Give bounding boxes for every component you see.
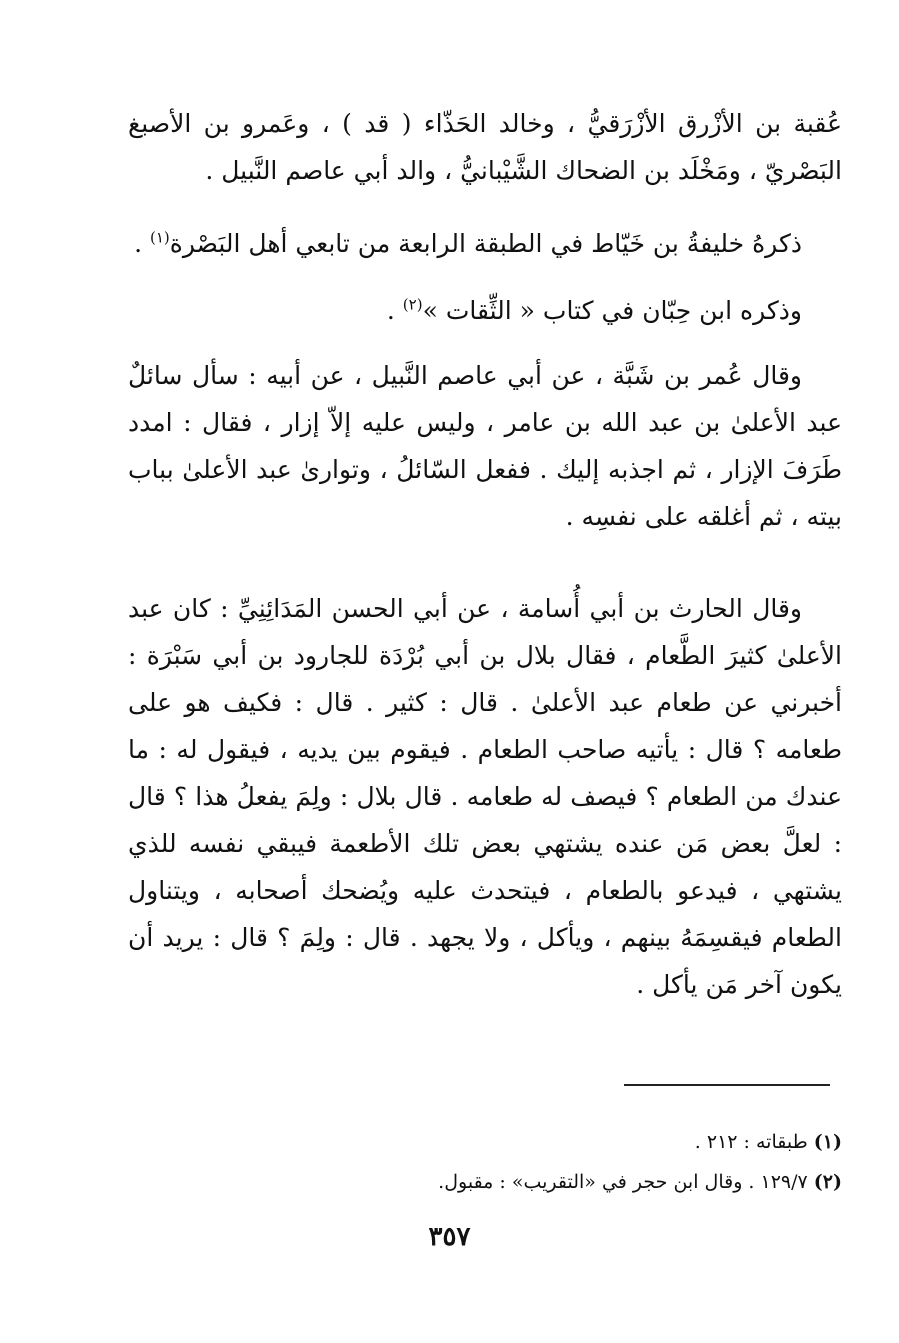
sentence-end: .	[386, 296, 395, 325]
paragraph-harith-narration	[128, 585, 842, 1008]
paragraph-text: وقال عُمر بن شَبَّة ، عن أبي عاصم النَّبيل ، عن أبيه : سأل سائلٌ عبد الأعلىٰ بن عبد الله بن عامر ، وليس عليه إلاّ إزار ، فقال : امدد طَرَفَ الإزار ، ثم اجذبه إليك . ففعل السّائلُ ، وتوارىٰ عبد الأعلىٰ بباب بيته ، ثم أغلقه على نفسِه .	[128, 361, 842, 531]
paragraph-umar-narration	[128, 352, 842, 540]
page-number: ٣٥٧	[428, 1222, 471, 1252]
paragraph-ibn-hibban-citation	[128, 287, 842, 334]
paragraph-text: عُقبة بن الأزْرق الأزْرَقيُّ ، وخالد الحَذّاء ( قد ) ، وعَمرو بن الأصبغ البَصْريّ ، ومَخْلَد بن الضحاك الشَّيْبانيُّ ، والد أبي عاصم النَّبيل .	[128, 109, 842, 185]
footnote-2	[128, 1162, 842, 1202]
footnote-text: ١٢٩/٧ . وقال ابن حجر في «التقريب» : مقبول.	[438, 1171, 808, 1193]
paragraph-body: ذكرهُ خليفةُ بن خَيّاط في الطبقة الرابعة من تابعي أهل البَصْرة	[169, 229, 802, 258]
paragraph-text	[128, 287, 842, 334]
paragraph-body: وذكره ابن حِبّان في كتاب « الثِّقات »	[422, 296, 802, 325]
footnote-ref-1: (١)	[150, 228, 170, 247]
footnote-divider	[624, 1084, 830, 1086]
paragraph-text: وقال الحارث بن أبي أُسامة ، عن أبي الحسن المَدَائِنِيِّ : كان عبد الأعلىٰ كثيرَ الطَّعام ، فقال بلال بن أبي بُرْدَة للجارود بن أبي سَبْرَة : أخبرني عن طعام عبد الأعلىٰ . قال : كثير . قال : فكيف هو على طعامه ؟ قال : يأتيه صاحب الطعام . فيقوم بين يديه ، فيقول له : ما عندك من الطعام ؟ فيصف له طعامه . قال بلال : ولِمَ يفعلُ هذا ؟ قال : لعلَّ بعض مَن عنده يشتهي بعض تلك الأطعمة فيبقي نفسه للذي يشتهي ، فيدعو بالطعام ، فيتحدث عليه ويُضحك أصحابه ، ويتناول الطعام فيقسِمَهُ بينهم ، ويأكل ، ولا يجهد . قال : ولِمَ ؟ قال : يريد أن يكون آخر مَن يأكل .	[128, 594, 842, 999]
footnotes	[128, 1122, 842, 1202]
paragraph-narrator-list	[128, 100, 842, 194]
paragraph-khalifa-citation	[128, 220, 842, 267]
footnote-1	[128, 1122, 842, 1162]
sentence-end: .	[134, 229, 143, 258]
footnote-mark: (٢)	[813, 1171, 842, 1193]
footnote-ref-2: (٢)	[402, 295, 423, 314]
paragraph-text	[128, 220, 842, 267]
footnote-text: طبقاته : ٢١٢ .	[694, 1131, 808, 1153]
footnote-mark: (١)	[813, 1131, 842, 1153]
